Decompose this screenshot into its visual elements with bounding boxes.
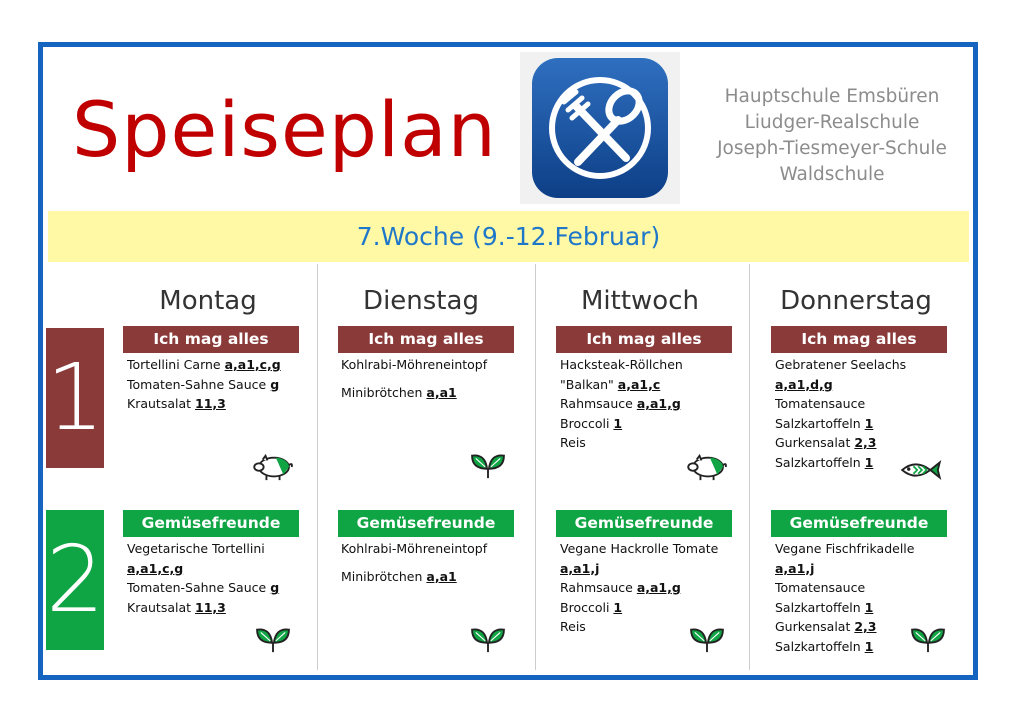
pig-icon <box>685 452 729 482</box>
dish-line <box>560 598 718 618</box>
day-heading: Dienstag <box>363 286 479 316</box>
menu-1-dishes <box>127 355 281 414</box>
allergen-codes: a,a1 <box>426 568 457 584</box>
dish-line <box>775 453 906 473</box>
dish-line <box>775 355 906 375</box>
allergen-codes: a,a1,c <box>617 376 661 392</box>
dish-line <box>127 394 281 414</box>
dish-line <box>775 578 914 598</box>
diet-icon-holder <box>898 455 942 490</box>
diet-icon-holder <box>906 624 950 659</box>
allergen-codes: g <box>270 580 280 595</box>
dish-text: Tomatensauce <box>775 396 866 411</box>
dish-line <box>560 394 683 414</box>
allergen-codes: g <box>270 376 280 392</box>
dish-text: Tomaten-Sahne Sauce <box>127 376 271 392</box>
dish-line <box>127 355 281 375</box>
allergen-codes: a,a1,c,g <box>127 560 184 576</box>
dish-line <box>775 617 914 637</box>
menu-2-dishes <box>127 539 279 617</box>
dish-text: Rahmsauce <box>560 396 637 411</box>
allergen-codes: 11,3 <box>195 396 226 411</box>
dish-text: Tortellini Carne <box>127 357 225 372</box>
dish-text: Salzkartoffeln <box>775 638 865 654</box>
dish-text: Hacksteak-Röllchen <box>560 357 683 372</box>
allergen-codes: 2,3 <box>854 619 877 634</box>
dish-line <box>775 559 914 579</box>
day-heading: Mittwoch <box>581 286 699 316</box>
allergen-codes: 1 <box>864 638 874 654</box>
allergen-codes: a,a1,g <box>636 580 681 595</box>
column-divider <box>317 264 318 670</box>
diet-icon-holder <box>251 624 295 659</box>
dish-text: Minibrötchen <box>341 568 427 584</box>
dish-text: Reis <box>560 435 586 450</box>
dish-text: Reis <box>560 619 586 634</box>
dish-text: Gebratener Seelachs <box>775 357 907 372</box>
menu-2-dishes <box>775 539 914 656</box>
dish-line <box>560 355 683 375</box>
canteen-logo <box>520 52 680 204</box>
diet-icon-holder <box>466 624 510 659</box>
dish-line <box>775 375 906 395</box>
menu-1-dishes <box>560 355 683 453</box>
dish-line <box>341 539 487 559</box>
dish-text: Salzkartoffeln <box>775 415 865 431</box>
diet-icon-holder <box>685 452 729 487</box>
dish-line <box>341 355 487 375</box>
dish-line <box>560 433 683 453</box>
menu-1-dishes <box>775 355 906 472</box>
dish-text: Kohlrabi-Möhreneintopf <box>341 541 488 556</box>
leaf-icon <box>466 624 510 654</box>
dish-line <box>127 578 279 598</box>
menu-2-label: Gemüsefreunde <box>123 510 299 537</box>
dish-line <box>775 394 906 414</box>
allergen-codes: 1 <box>864 599 874 615</box>
dish-text: Salzkartoffeln <box>775 599 865 615</box>
dish-text: Vegetarische Tortellini <box>127 541 265 556</box>
dish-line <box>775 414 906 434</box>
allergen-codes: a,a1 <box>426 384 457 400</box>
dish-line <box>775 539 914 559</box>
dish-line <box>341 383 487 403</box>
menu-2-label: Gemüsefreunde <box>556 510 732 537</box>
school-name: Joseph-Tiesmeyer-Schule <box>717 138 947 159</box>
leaf-icon <box>906 624 950 654</box>
column-divider <box>749 264 750 670</box>
leaf-icon <box>251 624 295 654</box>
dish-line <box>775 598 914 618</box>
dish-text: Krautsalat <box>127 599 195 615</box>
menu-2-label: Gemüsefreunde <box>771 510 947 537</box>
dish-text: Tomatensauce <box>775 580 866 595</box>
pig-icon <box>251 452 295 482</box>
allergen-codes: 2,3 <box>854 435 877 450</box>
allergen-codes: 11,3 <box>195 599 226 615</box>
fork-spoon-icon <box>532 58 668 198</box>
dish-text: Gurkensalat <box>775 619 855 634</box>
dish-text: "Balkan" <box>560 376 618 392</box>
dish-line <box>560 559 718 579</box>
day-heading: Donnerstag <box>780 286 932 316</box>
diet-icon-holder <box>685 624 729 659</box>
dish-line <box>127 375 281 395</box>
day-heading: Montag <box>159 286 257 316</box>
dish-text: Salzkartoffeln <box>775 454 865 470</box>
dish-text: Gurkensalat <box>775 435 855 450</box>
dish-line <box>127 539 279 559</box>
menu-2-dishes <box>341 539 487 586</box>
dish-line <box>127 559 279 579</box>
allergen-codes: 1 <box>613 415 623 431</box>
dish-line <box>560 539 718 559</box>
menu-1-label: Ich mag alles <box>123 326 299 353</box>
leaf-icon <box>685 624 729 654</box>
allergen-codes: 1 <box>864 415 874 431</box>
menu-number-1: 1 <box>46 328 104 468</box>
fish-icon <box>898 455 942 485</box>
dish-line <box>560 375 683 395</box>
dish-text: Vegane Fischfrikadelle <box>775 541 915 556</box>
menu-1-dishes <box>341 355 487 402</box>
dish-line <box>775 433 906 453</box>
dish-line <box>341 567 487 587</box>
school-name: Hauptschule Emsbüren <box>724 86 940 107</box>
diet-icon-holder <box>251 452 295 487</box>
dish-text: Vegane Hackrolle Tomate <box>560 541 719 556</box>
allergen-codes: 1 <box>864 454 874 470</box>
dish-text: Tomaten-Sahne Sauce <box>127 580 271 595</box>
menu-1-label: Ich mag alles <box>771 326 947 353</box>
leaf-icon <box>466 450 510 480</box>
dish-text: Rahmsauce <box>560 580 637 595</box>
menu-2-dishes <box>560 539 718 637</box>
column-divider <box>535 264 536 670</box>
allergen-codes: 1 <box>613 599 623 615</box>
page-title: Speiseplan <box>72 85 497 174</box>
allergen-codes: a,a1,j <box>775 560 815 576</box>
diet-icon-holder <box>466 450 510 485</box>
dish-line <box>560 578 718 598</box>
school-name: Waldschule <box>779 164 885 185</box>
dish-line <box>127 598 279 618</box>
menu-number-2: 2 <box>46 510 104 650</box>
school-name: Liudger-Realschule <box>744 112 920 133</box>
menu-2-label: Gemüsefreunde <box>338 510 514 537</box>
dish-line <box>560 414 683 434</box>
menu-1-label: Ich mag alles <box>556 326 732 353</box>
menu-1-label: Ich mag alles <box>338 326 514 353</box>
dish-text: Minibrötchen <box>341 384 427 400</box>
allergen-codes: a,a1,g <box>636 396 681 411</box>
dish-text: Krautsalat <box>127 396 195 411</box>
dish-line <box>775 637 914 657</box>
allergen-codes: a,a1,c,g <box>224 357 281 372</box>
dish-text: Broccoli <box>560 415 614 431</box>
week-banner: 7.Woche (9.-12.Februar) <box>48 211 969 262</box>
dish-text: Kohlrabi-Möhreneintopf <box>341 357 488 372</box>
allergen-codes: a,a1,d,g <box>775 376 833 392</box>
allergen-codes: a,a1,j <box>560 560 600 576</box>
dish-text: Broccoli <box>560 599 614 615</box>
school-list <box>700 84 964 188</box>
